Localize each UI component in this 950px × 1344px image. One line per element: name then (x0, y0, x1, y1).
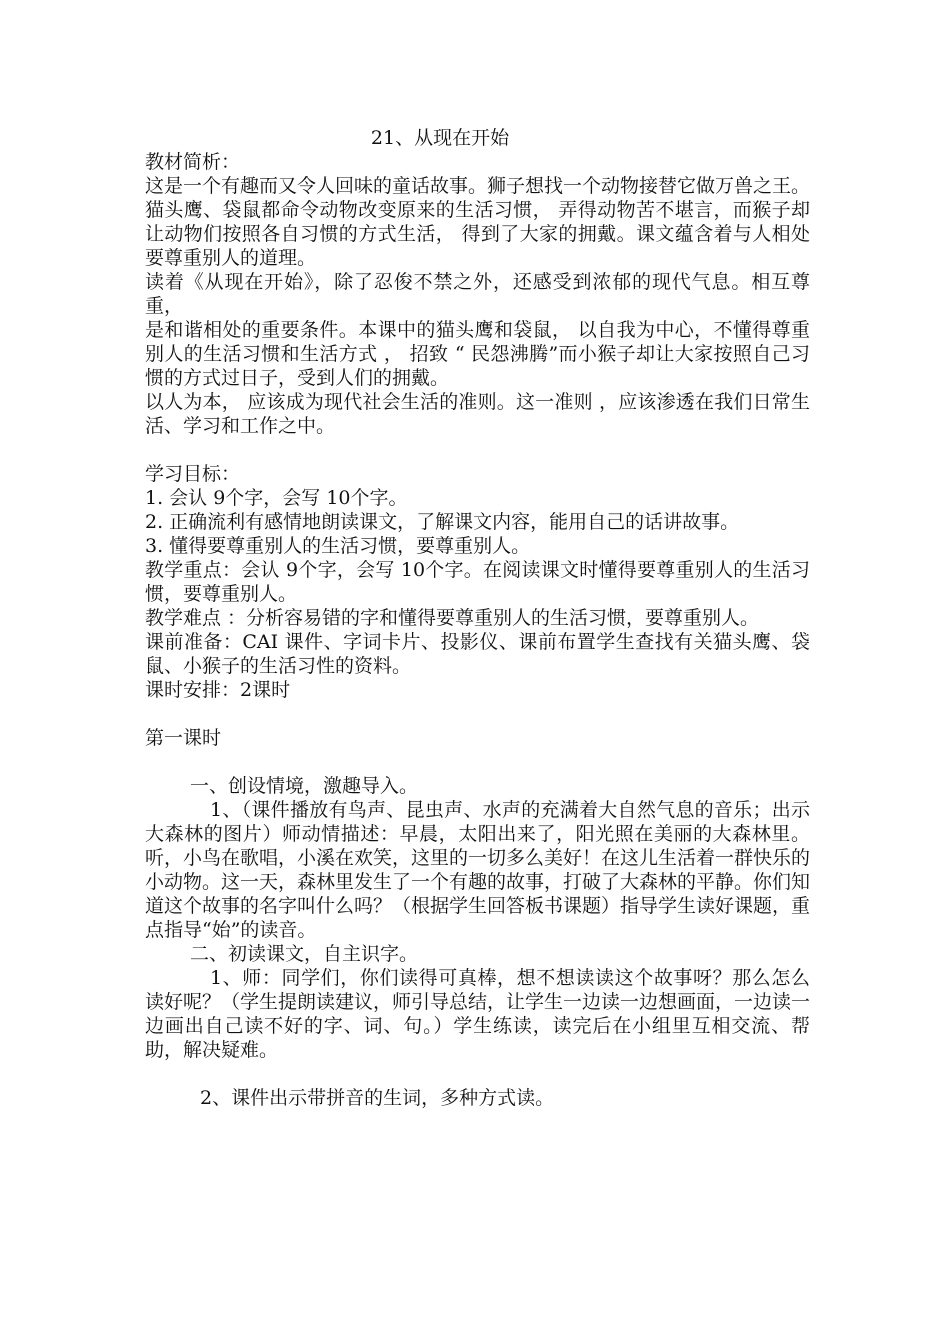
teaching-focus: 教学重点：会认 9个字，会写 10个字。在阅读课文时懂得要尊重别人的生活习惯，要尊重别人。 (145, 559, 810, 605)
teaching-difficulty: 教学难点 ：分析容易错的字和懂得要尊重别人的生活习惯，要尊重别人。 (145, 607, 760, 629)
goal-item-3: 3. 懂得要尊重别人的生活习惯，要尊重别人。 (145, 535, 531, 557)
goal-item-2: 2. 正确流利有感情地朗读课文，了解课文内容，能用自己的话讲故事。 (145, 511, 740, 533)
step-heading-1: 一、创设情境，激趣导入。 (190, 775, 419, 797)
paragraph-analysis-4: 以人为本， 应该成为现代社会生活的准则。这一准则 ，应该渗透在我们日常生活、学习和工作之中。 (145, 391, 810, 437)
class-preparation: 课前准备：CAI 课件、字词卡片、投影仪、课前布置学生查找有关猫头鹰、袋鼠、小猴子的生活习性的资料。 (145, 631, 810, 677)
section-heading-goals: 学习目标： (145, 463, 241, 485)
goal-item-1: 1. 会认 9个字，会写 10个字。 (145, 487, 408, 509)
page-title: 21、从现在开始 (370, 127, 510, 149)
step-2-paragraph: 1、师：同学们，你们读得可真棒，想不想读读这个故事呀？那么怎么读好呢？（学生提朗读建议，师引导总结，让学生一边读一边想画面，一边读一边画出自己读不好的字、词、句。）学生练读，读完后在小组里互相交流、帮助，解决疑难。 (145, 967, 811, 1061)
spacer (145, 750, 810, 774)
step-heading-2: 二、初读课文，自主识字。 (190, 943, 419, 965)
spacer (145, 438, 810, 462)
step-1-paragraph: 1、（课件播放有鸟声、昆虫声、水声的充满着大自然气息的音乐；出示大森林的图片）师动情描述：早晨，太阳出来了，阳光照在美丽的大森林里。听，小鸟在歌唱，小溪在欢笑，这里的一切多么美好！在这儿生活着一群快乐的小动物。这一天，森林里发生了一个有趣的故事，打破了大森林的平静。你们知道这个故事的名字叫什么吗？（根据学生回答板书课题）指导学生读好课题，重点指导“始”的读音。 (145, 799, 811, 941)
paragraph-analysis-2: 读着《从现在开始》，除了忍俊不禁之外，还感受到浓郁的现代气息。相互尊重， (145, 271, 810, 317)
paragraph-analysis-1: 这是一个有趣而又令人回味的童话故事。狮子想找一个动物接替它做万兽之王。猫头鹰、袋鼠都命令动物改变原来的生活习惯， 弄得动物苦不堪言，而猴子却让动物们按照各自习惯的方式生活， 得到了大家的拥戴。课文蕴含着与人相处要尊重别人的道理。 (145, 175, 811, 269)
spacer (145, 1062, 810, 1086)
section-heading-analysis: 教材简析： (145, 151, 241, 173)
step-2-item-2: 2、课件出示带拼音的生词，多种方式读。 (200, 1087, 555, 1109)
paragraph-analysis-3: 是和谐相处的重要条件。本课中的猫头鹰和袋鼠， 以自我为中心，不懂得尊重别人的生活习惯和生活方式 ， 招致 “ 民怨沸腾”而小猴子却让大家按照自己习惯的方式过日子，受到人们的拥戴。 (145, 319, 810, 389)
spacer (145, 702, 810, 726)
document-body (145, 150, 810, 1110)
class-schedule: 课时安排：2课时 (145, 679, 291, 701)
lesson-heading: 第一课时 (145, 727, 222, 749)
